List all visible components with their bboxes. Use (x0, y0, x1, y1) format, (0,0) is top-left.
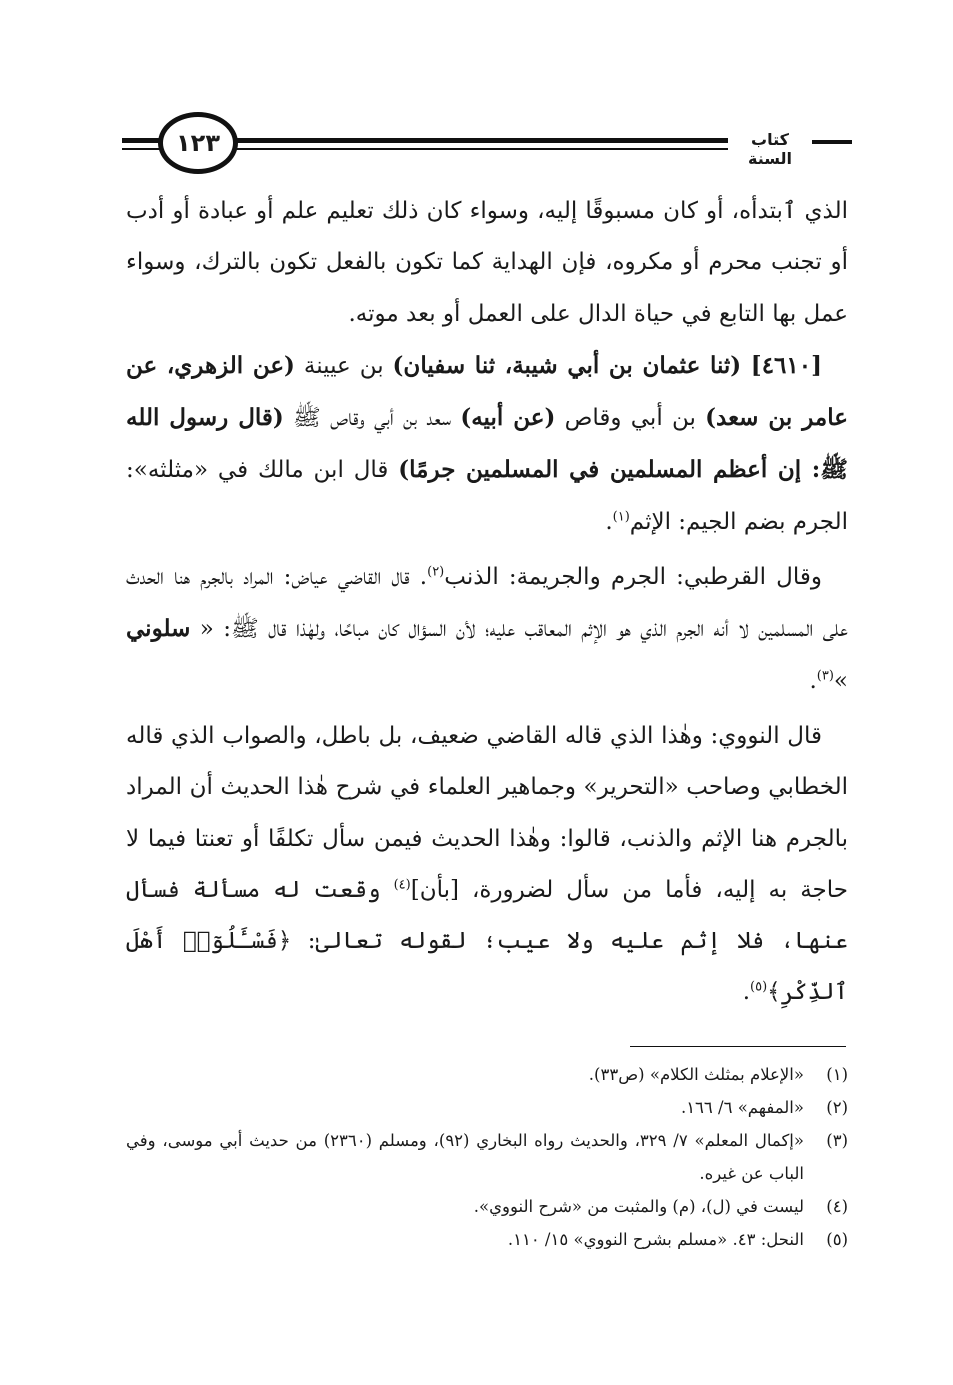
page-header (122, 110, 852, 182)
footnote (126, 1190, 848, 1223)
footnote-number: (٥) (826, 1230, 848, 1249)
text: بن عيينة (294, 352, 393, 379)
hadith-number-chain: [٤٦١٠] (ثنا عثمان بن أبي شيبة، ثنا سفيان) (392, 351, 823, 379)
footnote-text: «الإعلام بمثلث الكلام» (ص٣٣). (588, 1065, 804, 1084)
text: . (742, 979, 750, 1006)
footnote-number: (٤) (826, 1197, 848, 1216)
footnote (126, 1124, 848, 1190)
text: وقال القرطبي: الجرم والجريمة: الذنب (444, 564, 823, 591)
footnote-text: النحل: ٤٣. «مسلم بشرح النووي» ١٥/ ١١٠. (507, 1230, 804, 1249)
text: . (605, 508, 613, 535)
header-rule (122, 138, 162, 143)
text: قال النووي: وهٰذا الذي قاله القاضي ضعيف، بل باطل، والصواب الذي قاله الخطابي وصاحب «التحرير» وجماهير العلماء في شرح هٰذا الحديث أن المراد بالجرم هنا الإثم والذنب، قالوا: وهٰذا الحديث فيمن سأل تكلفًا أو تعنتا فيما لا حاجة به إليه، فأما من سأل لضرورة، [بأن] (126, 722, 848, 903)
paragraph (126, 552, 848, 707)
quoted-word: سلوني (126, 615, 191, 643)
footnote-ref: (١) (612, 509, 630, 525)
footnotes (126, 1058, 848, 1256)
footnote-text: «المفهم» ٦/ ١٦٦. (680, 1098, 804, 1117)
chain: (عن الزهري، عن عامر بن سعد) (126, 351, 848, 432)
paragraph (126, 340, 848, 548)
page-number-frame (158, 112, 238, 174)
footnote-ref: (٤) (393, 877, 411, 893)
footnote-text: ليست في (ل)، (م) والمثبت من «شرح النووي». (473, 1197, 804, 1216)
hadith-text: (قال رسول الله ﷺ: إن أعظم المسلمين في المسلمين جرمًا) (126, 404, 848, 484)
book-title: كتاب السنة (747, 130, 792, 168)
footnote-ref: (٥) (750, 979, 768, 995)
header-rule (812, 140, 852, 144)
header-rule (234, 138, 728, 143)
footnote (126, 1223, 848, 1256)
text: بن أبي وقاص (555, 405, 706, 432)
text: . قال القاضي عياض: المراد بالجرم هنا الحدث على المسلمين لا أنه الجرم الذي هو الإثم المعاقب عليه؛ لأن السؤال كان مباحًا، ولهٰذا قال ﷺ: « (126, 564, 848, 643)
text: » (833, 667, 848, 694)
footnote (126, 1091, 848, 1124)
footnote-ref: (٣) (816, 668, 834, 684)
paragraph (126, 711, 848, 1019)
chain: (عن أبيه) (460, 404, 556, 432)
footnote-text: «إكمال المعلم» ٧/ ٣٢٩، والحديث رواه البخاري (٩٢)، ومسلم (٢٣٦٠) من حديث أبي موسى، وفي الباب عن غيره. (126, 1131, 804, 1183)
footnote-ref: (٢) (427, 564, 445, 580)
footnote-number: (١) (826, 1065, 848, 1084)
paragraph: الذي ٱبتدأه، أو كان مسبوقًا إليه، وسواء كان ذلك تعليم علم أو عبادة أو أدب أو تجنب محرم أو مكروه، فإن الهداية كما تكون بالفعل تكون بالترك، وسواء عمل بها التابع في حياة الدال على العمل أو بعد موته. (126, 198, 848, 327)
text: قال ابن مالك في «مثلثه»: الجرم بضم الجيم: الإثم (126, 457, 848, 535)
page-number: ١٢٣ (176, 129, 220, 157)
text: سعد بن أبي وقاص ﷺ (283, 405, 461, 432)
header-rule (122, 148, 162, 150)
text: . (809, 667, 817, 694)
footnote-divider (630, 1046, 846, 1047)
footnote-number: (٢) (826, 1098, 848, 1117)
main-text (126, 186, 848, 1019)
footnote (126, 1058, 848, 1091)
header-rule (234, 148, 728, 150)
text: وقعت له مسألة فسأل عنها، فلا إثم عليه ولا عيب؛ لقوله تعالىٰ: ﴿فَسْـَٔلُوٓا۟ أَهْلَ ٱلذِّكْرِ﴾ (126, 876, 848, 1006)
footnote-number: (٣) (826, 1131, 848, 1150)
